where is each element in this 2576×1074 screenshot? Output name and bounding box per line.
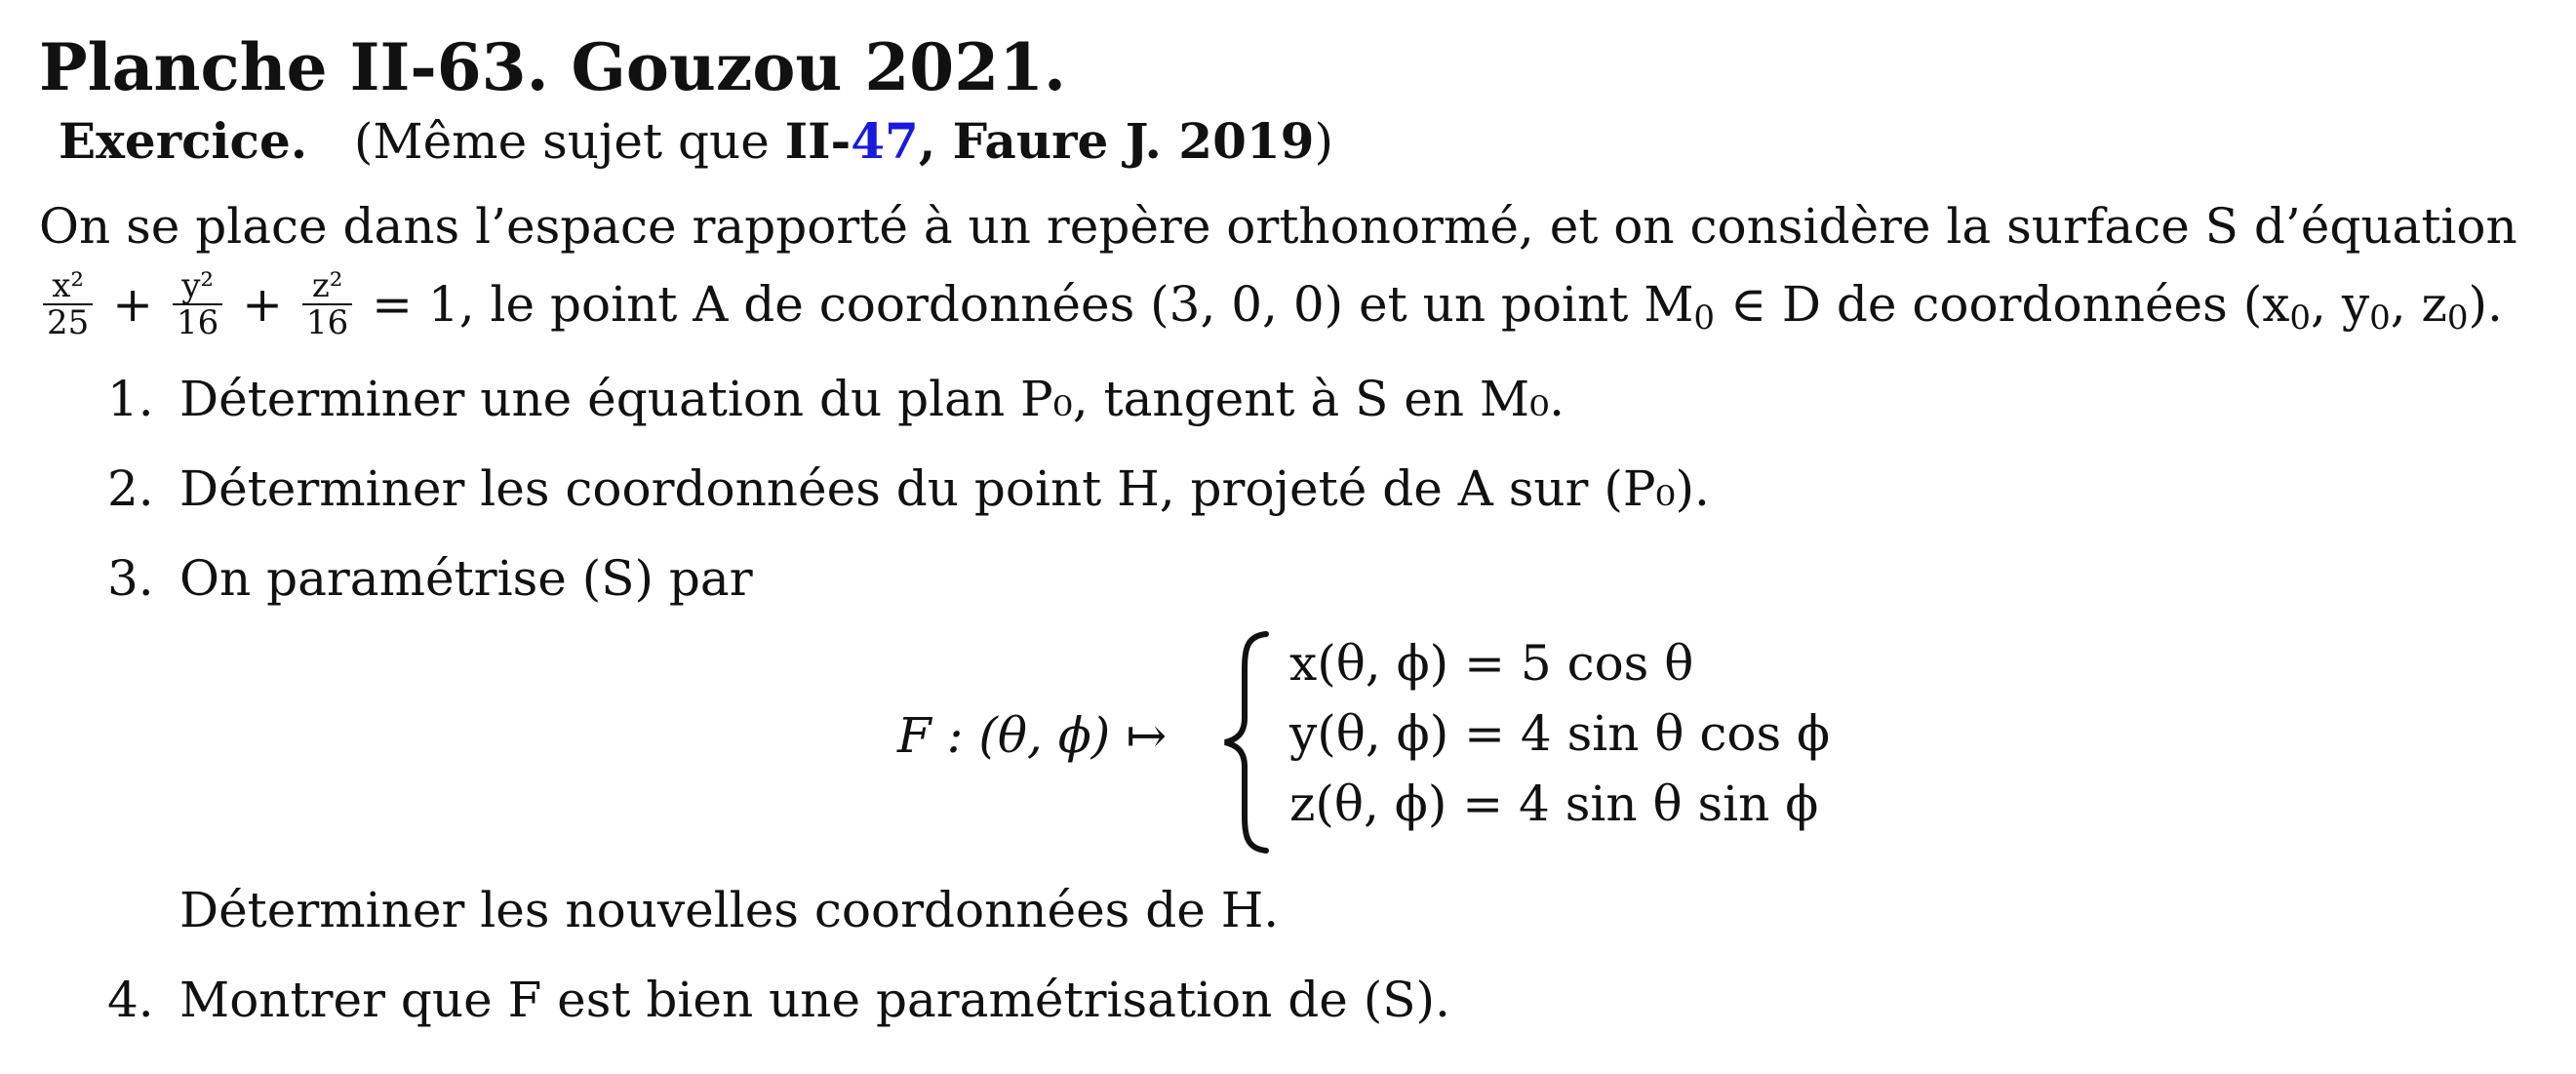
page-title: Planche II-63. Gouzou 2021. — [39, 29, 1067, 105]
ref-suffix: , Faure J. 2019 — [918, 112, 1315, 170]
fraction-y-denominator: 16 — [176, 303, 219, 342]
z-part: , z — [2390, 276, 2447, 333]
fraction-x — [43, 268, 93, 340]
question-text: Déterminer les coordonnées du point H, projeté de A sur (P₀). — [179, 460, 1710, 517]
m0-subscript: 0 — [1693, 298, 1716, 338]
plus-sign: + — [112, 276, 154, 333]
fraction-z-denominator: 16 — [305, 303, 349, 342]
question-3-followup: Déterminer les nouvelles coordonnées de H. — [179, 882, 1280, 938]
plus-sign: + — [242, 276, 284, 333]
question-4 — [39, 966, 2556, 1034]
left-brace-icon — [1217, 630, 1276, 855]
fraction-y-numerator: y² — [173, 268, 222, 305]
exercise-header — [59, 107, 2556, 176]
question-list-continued — [39, 966, 2556, 1034]
ref-link-47[interactable]: 47 — [851, 112, 919, 170]
exercise-label: Exercice. — [59, 112, 308, 170]
question-1 — [39, 365, 2556, 433]
question-list — [39, 365, 2556, 613]
question-number: 3. — [107, 550, 154, 607]
fraction-x-numerator: x² — [43, 268, 93, 305]
question-text: On paramétrise (S) par — [179, 550, 753, 607]
question-number: 1. — [107, 371, 154, 427]
equation-y: y(θ, ϕ) = 4 sin θ cos ϕ — [1289, 705, 1831, 762]
fraction-z — [302, 268, 352, 340]
system-lhs: F : (θ, ϕ) ↦ — [897, 707, 1168, 764]
ref-prefix: II- — [784, 112, 852, 170]
x0-subscript: 0 — [2289, 298, 2312, 338]
question-text: Déterminer une équation du plan P₀, tangent à S en M₀. — [179, 371, 1565, 427]
question-2 — [39, 455, 2556, 523]
intro-line-1: On se place dans l’espace rapporté à un repère orthonormé, et on considère la surface S d’équation — [39, 198, 2517, 255]
z0-subscript: 0 — [2446, 298, 2469, 338]
question-3 — [39, 544, 2556, 613]
equation-x: x(θ, ϕ) = 5 cos θ — [1289, 635, 1694, 692]
y-part: , y — [2311, 276, 2370, 333]
fraction-x-denominator: 25 — [47, 303, 90, 342]
intro-line-2 — [39, 265, 2556, 343]
equation-z: z(θ, ϕ) = 4 sin θ sin ϕ — [1289, 776, 1819, 832]
coords-end: ). — [2468, 276, 2503, 333]
question-number: 4. — [107, 972, 154, 1028]
intro-paragraph — [39, 187, 2556, 343]
fraction-z-numerator: z² — [302, 268, 352, 305]
equation-rest: = 1, le point A de coordonnées (3, 0, 0) et un point M — [372, 276, 1694, 333]
same-subject-close: ) — [1314, 113, 1333, 170]
equation-tail: ∈ D de coordonnées (x — [1715, 276, 2290, 333]
system-equations — [1289, 628, 1830, 839]
fraction-y — [173, 268, 222, 340]
question-text: Montrer que F est bien une paramétrisation de (S). — [179, 972, 1450, 1028]
question-number: 2. — [107, 460, 154, 517]
same-subject-open: (Même sujet que — [353, 113, 785, 170]
parametrization-system — [39, 622, 2556, 866]
y0-subscript: 0 — [2369, 298, 2391, 338]
document — [39, 27, 2556, 1034]
